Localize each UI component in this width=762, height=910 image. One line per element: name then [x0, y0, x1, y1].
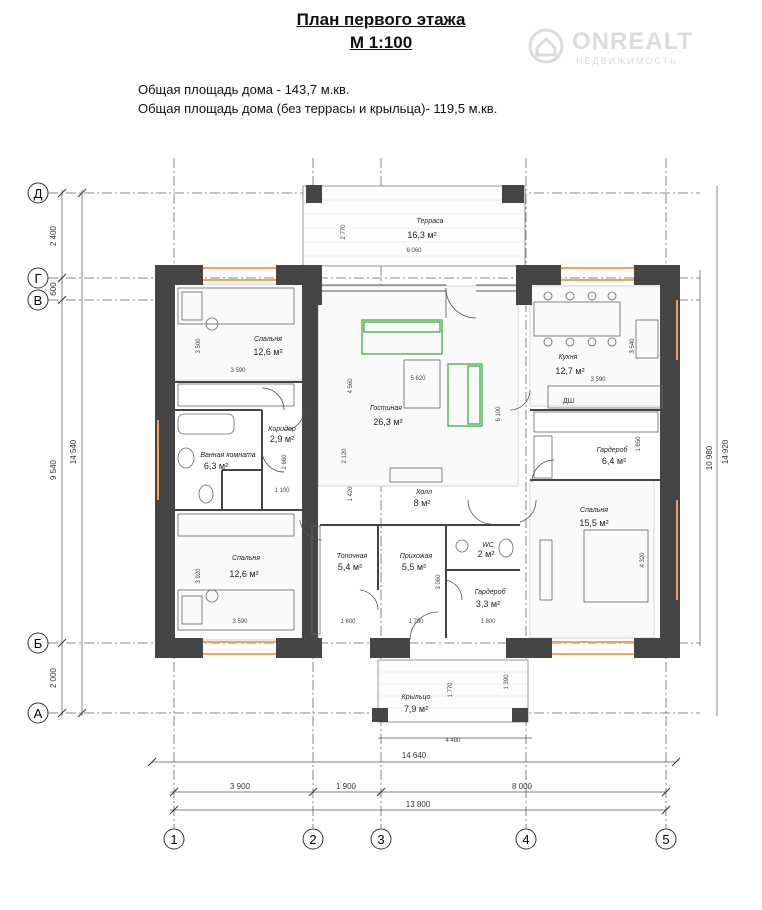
- svg-text:2 660: 2 660: [282, 454, 288, 470]
- room-name-porch: Крыльцо: [401, 694, 431, 701]
- dim-1900: 1 900: [335, 782, 357, 791]
- room-name-hall: Холл: [415, 489, 433, 496]
- plan-scale: М 1:100: [349, 33, 413, 52]
- axis-label-d: Д: [33, 186, 43, 201]
- room-name-bedroom-se: Спальня: [580, 507, 608, 514]
- svg-text:1 780: 1 780: [408, 619, 424, 625]
- axis-label-g: Г: [34, 271, 42, 286]
- axis-label-3: 3: [377, 832, 385, 847]
- axis-label-a: А: [33, 706, 43, 721]
- room-name-kitchen: Кухня: [558, 354, 578, 361]
- svg-text:3 540: 3 540: [630, 338, 636, 354]
- dim-3900: 3 900: [229, 782, 251, 791]
- room-area-bedroom-nw: 12,6 м²: [253, 347, 283, 357]
- watermark-subtitle: НЕДВИЖИМОСТЬ: [576, 56, 678, 66]
- svg-text:4 480: 4 480: [445, 738, 461, 744]
- axis-label-4: 4: [522, 832, 530, 847]
- room-fills: [174, 284, 662, 640]
- svg-text:1 650: 1 650: [636, 436, 642, 452]
- room-area-wardrobe-s: 3,3 м²: [475, 599, 501, 609]
- dim-9540: 9 540: [49, 459, 58, 481]
- room-area-boiler: 5,4 м²: [337, 562, 363, 572]
- svg-text:1 100: 1 100: [274, 488, 290, 494]
- dim-600: 600: [49, 282, 58, 296]
- room-area-wardrobe-ne: 6,4 м²: [601, 456, 627, 466]
- room-name-bedroom-nw: Спальня: [254, 336, 282, 343]
- svg-text:3 920: 3 920: [196, 568, 202, 584]
- room-name-wc: WC: [482, 542, 494, 549]
- plan-title: План первого этажа: [296, 10, 466, 29]
- total-area-text: Общая площадь дома - 143,7 м.кв.: [138, 82, 350, 97]
- terrace-floor: [303, 186, 525, 266]
- room-name-wardrobe-ne: Гардероб: [596, 447, 628, 454]
- axis-bubbles-letters: [28, 183, 48, 723]
- svg-text:4 560: 4 560: [348, 378, 354, 394]
- room-area-wc: 2 м²: [477, 549, 495, 559]
- room-name-corridor: Коридор: [268, 426, 296, 433]
- svg-text:6 100: 6 100: [496, 406, 502, 422]
- room-area-bathroom: 6,3 м²: [203, 461, 229, 471]
- shower-label: ДШ: [563, 398, 575, 405]
- dim-14920: 14 920: [721, 439, 730, 465]
- svg-text:1 390: 1 390: [504, 674, 510, 690]
- room-name-living: Гостиная: [369, 405, 403, 412]
- dim-2400: 2 400: [49, 225, 58, 247]
- room-name-wardrobe-s: Гардероб: [474, 589, 506, 596]
- room-name-boiler: Топочная: [336, 553, 368, 560]
- svg-text:3 590: 3 590: [590, 377, 606, 383]
- axis-label-2: 2: [309, 832, 317, 847]
- room-area-bedroom-se: 15,5 м²: [579, 518, 609, 528]
- svg-text:4 320: 4 320: [640, 552, 646, 568]
- room-area-bedroom-sw: 12,6 м²: [229, 569, 259, 579]
- svg-text:1 770: 1 770: [448, 682, 454, 698]
- room-name-terrace: Терраса: [416, 218, 444, 225]
- svg-text:1 800: 1 800: [480, 619, 496, 625]
- svg-text:3 500: 3 500: [196, 338, 202, 354]
- room-name-bedroom-sw: Спальня: [232, 555, 260, 562]
- dim-14640: 14 640: [401, 751, 427, 760]
- svg-text:6 060: 6 060: [406, 248, 422, 254]
- axis-label-b: Б: [33, 636, 43, 651]
- svg-text:1 800: 1 800: [340, 619, 356, 625]
- svg-text:5 620: 5 620: [410, 376, 426, 382]
- axis-bubbles-numbers: [164, 829, 676, 849]
- room-area-terrace: 16,3 м²: [407, 230, 437, 240]
- dim-2000: 2 000: [49, 667, 58, 689]
- room-area-entrance: 5,5 м²: [401, 562, 427, 572]
- room-area-corridor: 2,9 м²: [269, 434, 295, 444]
- dim-13800: 13 800: [405, 800, 431, 809]
- svg-text:2 120: 2 120: [342, 448, 348, 464]
- watermark-name: ONREALT: [572, 28, 694, 55]
- room-area-living: 26,3 м²: [373, 417, 403, 427]
- svg-text:1 420: 1 420: [348, 486, 354, 502]
- dim-8000: 8 000: [511, 782, 533, 791]
- room-area-kitchen: 12,7 м²: [555, 366, 585, 376]
- area-without-terrace-text: Общая площадь дома (без террасы и крыльца)- 119,5 м.кв.: [138, 101, 498, 116]
- room-area-hall: 8 м²: [413, 498, 431, 508]
- axis-label-v: В: [33, 293, 43, 308]
- svg-text:3 060: 3 060: [436, 574, 442, 590]
- svg-text:3 590: 3 590: [232, 619, 248, 625]
- svg-text:3 590: 3 590: [230, 368, 246, 374]
- axis-label-1: 1: [170, 832, 178, 847]
- room-name-entrance: Прихожая: [399, 553, 433, 560]
- svg-text:2 770: 2 770: [341, 224, 347, 240]
- axis-label-5: 5: [662, 832, 670, 847]
- dim-10980: 10 980: [705, 445, 714, 471]
- room-name-bathroom: Ванная комната: [200, 452, 256, 459]
- dim-14540: 14 540: [69, 439, 78, 465]
- room-area-porch: 7,9 м²: [403, 704, 429, 714]
